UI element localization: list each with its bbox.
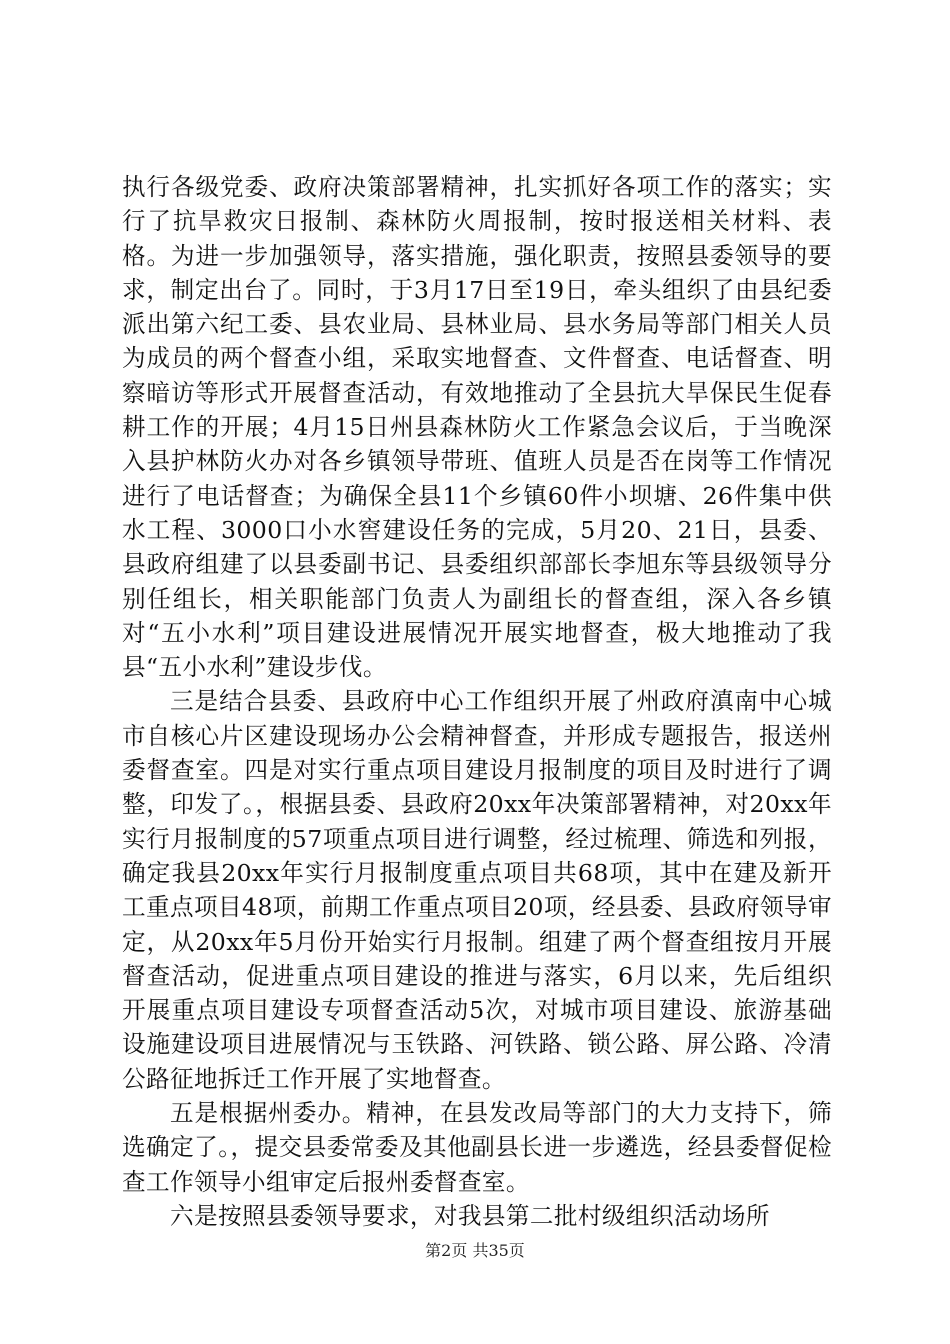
paragraph-2: 三是结合县委、县政府中心工作组织开展了州政府滇南中心城市自核心片区建设现场办公会精神督查，并形成专题报告，报送州委督查室。四是对实行重点项目建设月报制度的项目及时进行了调整，印发了。，根据县委、县政府20xx年决策部署精神，对20xx年实行月报制度的57项重点项目进行调整，经过梳理、筛选和列报，确定我县20xx年实行月报制度重点项目共68项，其中在建及新开工重点项目48项，前期工作重点项目20项，经县委、县政府领导审定，从20xx年5月份开始实行月报制。组建了两个督查组按月开展督查活动，促进重点项目建设的推进与落实，6月以来，先后组织开展重点项目建设专项督查活动5次，对城市项目建设、旅游基础设施建设项目进展情况与玉铁路、河铁路、锁公路、屏公路、冷清公路征地拆迁工作开展了实地督查。 (122, 687, 832, 1093)
paragraph-1: 执行各级党委、政府决策部署精神，扎实抓好各项工作的落实；实行了抗旱救灾日报制、森林防火周报制，按时报送相关材料、表格。为进一步加强领导，落实措施，强化职责，按照县委领导的要求，制定出台了。同时，于3月17日至19日，牵头组织了由县纪委派出第六纪工委、县农业局、县林业局、县水务局等部门相关人员为成员的两个督查小组，采取实地督查、文件督查、电话督查、明察暗访等形式开展督查活动，有效地推动了全县抗大旱保民生促春耕工作的开展；4月15日州县森林防火工作紧急会议后，于当晚深入县护林防火办对各乡镇领导带班、值班人员是否在岗等工作情况进行了电话督查；为确保全县11个乡镇60件小坝塘、26件集中供水工程、3000口小水窖建设任务的完成，5月20、21日，县委、县政府组建了以县委副书记、县委组织部部长李旭东等县级领导分别任组长，相关职能部门负责人为副组长的督查组，深入各乡镇对“五小水利”项目建设进展情况开展实地督查，极大地推动了我县“五小水利”建设步伐。 (122, 173, 832, 682)
paragraph-4: 六是按照县委领导要求，对我县第二批村级组织活动场所 (170, 1201, 770, 1230)
document-body (122, 170, 832, 1233)
page-number-footer: 第2页 共35页 (425, 1241, 525, 1260)
paragraph-3: 五是根据州委办。精神，在县发改局等部门的大力支持下，筛选确定了。，提交县委常委及其他副县长进一步遴选，经县委督促检查工作领导小组审定后报州委督查室。 (122, 1099, 832, 1196)
